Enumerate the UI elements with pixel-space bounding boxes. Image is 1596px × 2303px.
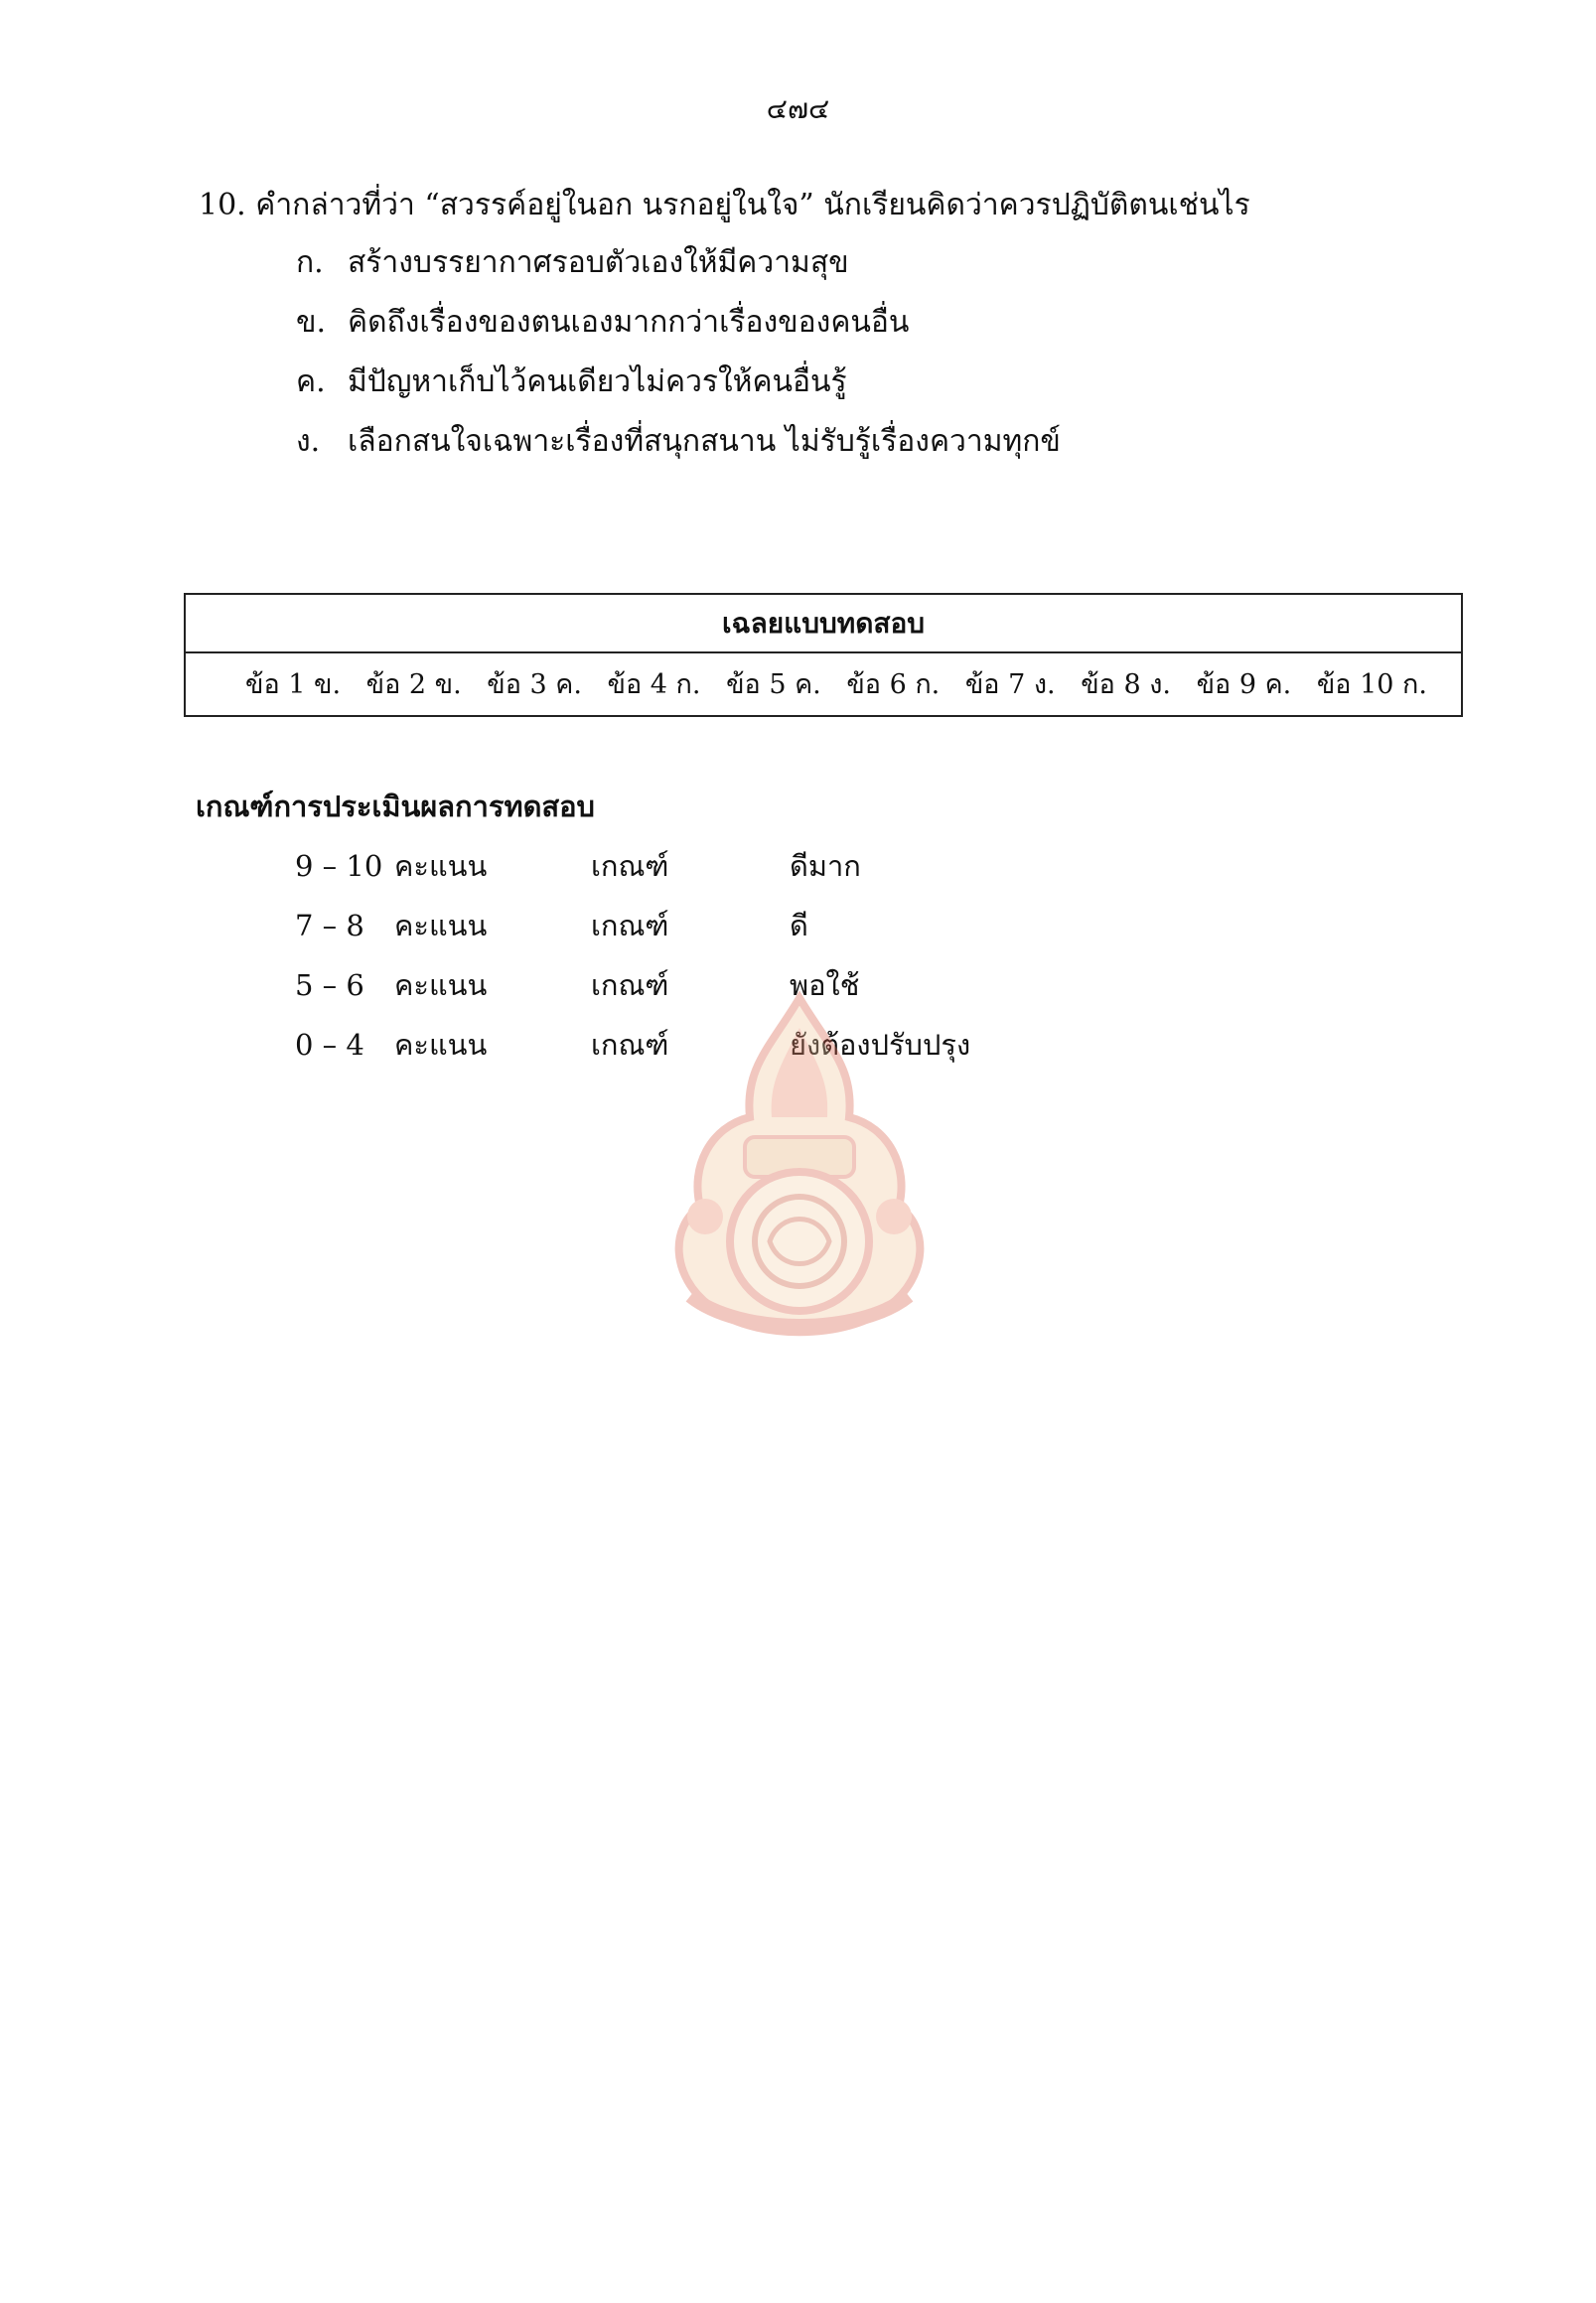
answer-item: ข้อ 9 ค. — [1196, 669, 1292, 700]
option-letter: ก. — [296, 245, 324, 280]
option-b — [296, 301, 1061, 360]
answer-key-title: เฉลยแบบทดสอบ — [186, 595, 1461, 653]
option-text: เลือกสนใจเฉพาะเรื่องที่สนุกสนาน ไม่รับรู้เรื่องความทุกข์ — [348, 424, 1061, 459]
answer-item: ข้อ 8 ง. — [1081, 669, 1172, 700]
criteria-label: เกณฑ์ — [591, 849, 669, 883]
score-range: 9 – 10 — [295, 849, 383, 883]
option-text: มีปัญหาเก็บไว้คนเดียวไม่ควรให้คนอื่นรู้ — [348, 364, 847, 399]
option-letter: ง. — [296, 424, 321, 459]
criteria-level: ดีมาก — [790, 849, 861, 883]
criteria-list — [295, 844, 1089, 1082]
page-number: ๔๗๔ — [766, 92, 830, 125]
score-unit: คะแนน — [394, 909, 488, 942]
option-text: สร้างบรรยากาศรอบตัวเองให้มีความสุข — [348, 245, 849, 280]
criteria-level: ดี — [790, 909, 808, 942]
score-range: 7 – 8 — [295, 909, 364, 942]
answer-item: ข้อ 10 ก. — [1316, 669, 1427, 700]
option-letter: ข. — [296, 305, 327, 340]
score-range: 5 – 6 — [295, 968, 364, 1002]
answer-key-row — [186, 653, 1461, 717]
score-range: 0 – 4 — [295, 1028, 364, 1062]
criteria-row — [295, 844, 1089, 904]
criteria-row — [295, 1023, 1089, 1082]
criteria-row — [295, 963, 1089, 1023]
answer-item: ข้อ 5 ค. — [726, 669, 821, 700]
option-text: คิดถึงเรื่องของตนเองมากกว่าเรื่องของคนอื่น — [348, 305, 910, 340]
option-d — [296, 420, 1061, 480]
question-text: 10. คำกล่าวที่ว่า “สวรรค์อยู่ในอก นรกอยู่ในใจ” นักเรียนคิดว่าควรปฏิบัติตนเช่นไร — [199, 188, 1250, 222]
option-a — [296, 241, 1061, 301]
criteria-label: เกณฑ์ — [591, 909, 669, 942]
answer-item: ข้อ 4 ก. — [607, 669, 701, 700]
criteria-title: เกณฑ์การประเมินผลการทดสอบ — [196, 790, 595, 823]
option-letter: ค. — [296, 364, 326, 399]
answer-item: ข้อ 3 ค. — [487, 669, 582, 700]
criteria-row — [295, 904, 1089, 963]
criteria-label: เกณฑ์ — [591, 968, 669, 1002]
score-unit: คะแนน — [394, 1028, 488, 1062]
answer-item: ข้อ 1 ข. — [245, 669, 342, 700]
criteria-label: เกณฑ์ — [591, 1028, 669, 1062]
answer-item: ข้อ 7 ง. — [964, 669, 1056, 700]
score-unit: คะแนน — [394, 968, 488, 1002]
answer-item: ข้อ 6 ก. — [846, 669, 941, 700]
option-c — [296, 360, 1061, 420]
criteria-level: พอใช้ — [790, 968, 860, 1002]
criteria-level: ยังต้องปรับปรุง — [790, 1028, 971, 1062]
answer-key-table — [184, 593, 1463, 717]
score-unit: คะแนน — [394, 849, 488, 883]
answer-item: ข้อ 2 ข. — [365, 669, 462, 700]
question-options — [296, 241, 1061, 480]
